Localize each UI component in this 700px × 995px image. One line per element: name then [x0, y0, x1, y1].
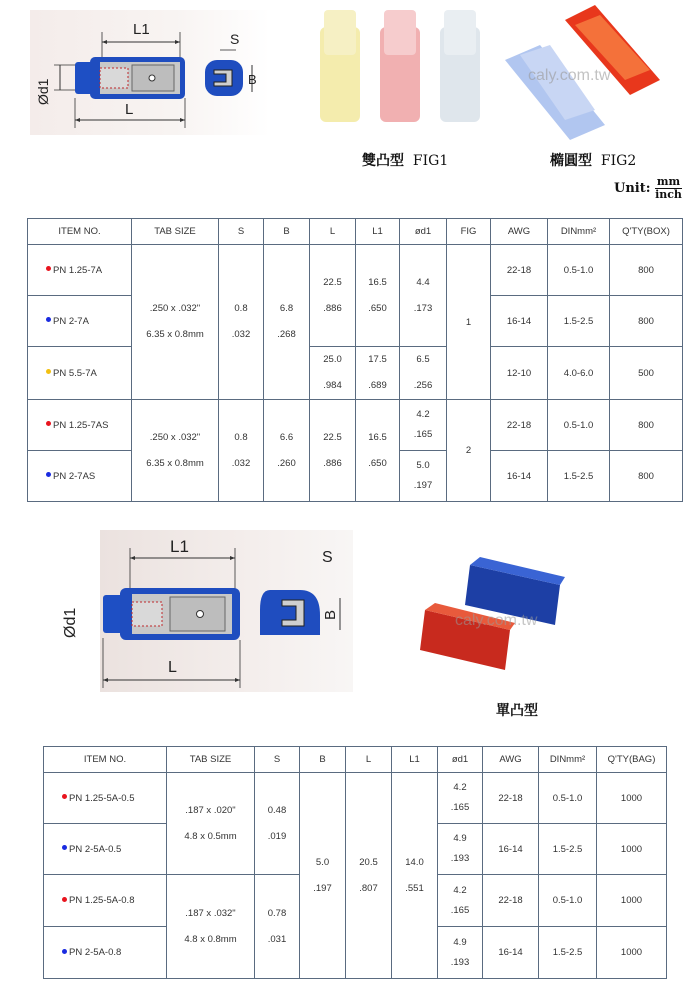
d1-mm: 4.9 — [453, 936, 467, 948]
product-photo-single — [410, 545, 580, 680]
l1-inch: .551 — [405, 882, 424, 894]
terminal-diagram-drawing-2 — [62, 530, 353, 692]
qty-cell: 800 — [610, 296, 683, 347]
l-cell — [310, 347, 356, 400]
s-mm: 0.48 — [267, 804, 287, 816]
tab-size-cell — [167, 773, 255, 875]
t1-hdr-tab: TAB SIZE — [132, 219, 219, 245]
item-number: PN 1.25-5A-0.5 — [69, 792, 135, 804]
product-photo-fig2 — [500, 5, 670, 145]
l-inch: .886 — [323, 457, 342, 469]
item-number: PN 2-7AS — [53, 470, 96, 482]
tab-size-cell — [132, 245, 219, 400]
d1-mm: 4.2 — [453, 884, 467, 896]
caption-fig2-chinese: 橢圓型 — [550, 153, 592, 169]
item-cell — [28, 400, 132, 451]
item-cell — [44, 875, 167, 927]
s-inch: .019 — [267, 830, 287, 842]
fig-cell: 2 — [447, 400, 491, 502]
din-cell: 0.5-1.0 — [539, 875, 597, 927]
t2-hdr-s: S — [255, 747, 300, 773]
label-b: B — [248, 72, 257, 87]
d1-mm: 4.2 — [416, 409, 430, 420]
s-inch: .032 — [231, 329, 251, 340]
t1-hdr-s: S — [219, 219, 264, 245]
t1-hdr-awg: AWG — [491, 219, 548, 245]
din-cell: 0.5-1.0 — [548, 245, 610, 296]
s-mm: 0.8 — [234, 431, 248, 443]
b-cell — [264, 400, 310, 502]
din-cell: 0.5-1.0 — [548, 400, 610, 451]
l-inch: .886 — [323, 302, 342, 314]
b-inch: .260 — [277, 457, 296, 469]
d1-mm: 4.9 — [453, 833, 467, 844]
d1-inch: .165 — [413, 429, 433, 440]
s-cell — [255, 875, 300, 979]
label-b-2: B — [322, 609, 339, 620]
din-cell: 4.0-6.0 — [548, 347, 610, 400]
qty-cell: 500 — [610, 347, 683, 400]
s-mm: 0.8 — [234, 303, 248, 314]
unit-legend — [614, 176, 682, 201]
awg-cell: 16-14 — [483, 824, 539, 875]
b-inch: .197 — [313, 882, 332, 894]
item-number: PN 1.25-5A-0.8 — [69, 895, 135, 906]
d1-cell — [438, 927, 483, 979]
d1-cell — [438, 875, 483, 927]
tab-size-cell — [132, 400, 219, 502]
qty-cell: 1000 — [597, 927, 667, 979]
qty-cell: 800 — [610, 400, 683, 451]
table1-header-row — [28, 219, 683, 245]
caption-single — [496, 700, 538, 720]
table-row — [44, 773, 667, 824]
unit-fraction — [655, 176, 682, 201]
label-l-2: L — [168, 659, 177, 676]
label-s: S — [230, 31, 240, 47]
d1-inch: .193 — [450, 956, 470, 968]
d1-cell — [400, 400, 447, 451]
label-d1: Ød1 — [35, 78, 51, 105]
tab-size-cell — [167, 875, 255, 979]
tab-inch: .187 x .032" — [185, 907, 236, 919]
din-cell: 1.5-2.5 — [548, 451, 610, 502]
awg-cell: 12-10 — [491, 347, 548, 400]
item-cell — [28, 451, 132, 502]
awg-cell: 22-18 — [491, 400, 548, 451]
l-cell — [310, 245, 356, 347]
tab-mm: 6.35 x 0.8mm — [146, 457, 204, 469]
color-dot — [46, 369, 51, 374]
tab-inch: .250 x .032" — [149, 303, 201, 314]
caption-fig2-label: FIG2 — [600, 153, 637, 169]
d1-mm: 4.4 — [416, 276, 430, 288]
table2-header-row — [44, 747, 667, 773]
qty-cell: 800 — [610, 245, 683, 296]
l1-mm: 16.5 — [368, 276, 387, 288]
din-cell: 1.5-2.5 — [539, 824, 597, 875]
l-mm: 22.5 — [323, 276, 342, 288]
unit-numerator: mm — [656, 175, 681, 188]
table-row — [28, 347, 683, 400]
terminal-dimension-diagram-single — [62, 530, 353, 692]
tab-inch: .250 x .032" — [149, 431, 201, 443]
fig-cell: 1 — [447, 245, 491, 400]
item-number: PN 1.25-7AS — [53, 419, 109, 431]
label-l1: L1 — [133, 21, 150, 38]
awg-cell: 22-18 — [491, 245, 548, 296]
t1-hdr-l1: L1 — [356, 219, 400, 245]
color-dot — [62, 794, 67, 799]
item-cell — [28, 245, 132, 296]
d1-cell — [400, 245, 447, 347]
l1-inch: .650 — [368, 302, 387, 314]
s-inch: .031 — [267, 933, 287, 945]
d1-cell — [438, 773, 483, 824]
label-s-2: S — [322, 549, 333, 566]
d1-inch: .197 — [413, 480, 433, 491]
l-inch: .807 — [359, 882, 378, 894]
b-inch: .268 — [277, 329, 296, 340]
t2-hdr-din: DINmm² — [539, 747, 597, 773]
tab-mm: 4.8 x 0.8mm — [184, 933, 237, 945]
t1-hdr-fig: FIG — [447, 219, 491, 245]
qty-cell: 1000 — [597, 875, 667, 927]
d1-mm: 5.0 — [416, 460, 430, 471]
caption-fig1-chinese: 雙凸型 — [362, 153, 404, 169]
awg-cell: 22-18 — [483, 773, 539, 824]
t2-hdr-tab: TAB SIZE — [167, 747, 255, 773]
s-cell — [255, 773, 300, 875]
label-d1-2: Ød1 — [62, 607, 79, 638]
item-number: PN 2-5A-0.5 — [69, 843, 122, 855]
label-l: L — [125, 101, 134, 118]
caption-fig1 — [362, 150, 448, 170]
awg-cell: 22-18 — [483, 875, 539, 927]
b-cell — [300, 773, 346, 979]
tab-mm: 4.8 x 0.5mm — [184, 830, 237, 842]
item-cell — [28, 347, 132, 400]
l1-inch: .689 — [368, 380, 387, 391]
item-cell — [44, 773, 167, 824]
t2-hdr-awg: AWG — [483, 747, 539, 773]
caption-fig1-label: FIG1 — [412, 153, 449, 169]
l-inch: .984 — [323, 380, 342, 391]
b-mm: 5.0 — [315, 856, 330, 868]
l-cell — [346, 773, 392, 979]
t1-hdr-item: ITEM NO. — [28, 219, 132, 245]
t2-hdr-l1: L1 — [392, 747, 438, 773]
l1-mm: 14.0 — [405, 856, 424, 868]
t2-hdr-d1: ød1 — [438, 747, 483, 773]
terminal-diagram-drawing — [30, 10, 270, 135]
label-l1-2: L1 — [170, 537, 189, 556]
t2-hdr-qty: Q'TY(BAG) — [597, 747, 667, 773]
caption-single-chinese: 單凸型 — [496, 703, 538, 719]
table-row — [28, 245, 683, 296]
s-inch: .032 — [231, 457, 251, 469]
l-mm: 22.5 — [323, 431, 342, 443]
b-cell — [264, 245, 310, 400]
t2-hdr-item: ITEM NO. — [44, 747, 167, 773]
color-dot — [62, 949, 67, 954]
qty-cell: 800 — [610, 451, 683, 502]
tab-inch: .187 x .020" — [185, 804, 236, 816]
s-cell — [219, 245, 264, 400]
qty-cell: 1000 — [597, 773, 667, 824]
l1-cell — [392, 773, 438, 979]
t2-hdr-l: L — [346, 747, 392, 773]
din-cell: 1.5-2.5 — [539, 927, 597, 979]
tab-mm: 6.35 x 0.8mm — [146, 329, 204, 340]
b-mm: 6.6 — [279, 431, 294, 443]
l1-cell — [356, 347, 400, 400]
s-cell — [219, 400, 264, 502]
color-dot — [46, 472, 51, 477]
b-mm: 6.8 — [279, 303, 294, 314]
l1-inch: .650 — [368, 457, 387, 469]
t1-hdr-b: B — [264, 219, 310, 245]
unit-label: Unit: — [614, 181, 651, 196]
din-cell: 0.5-1.0 — [539, 773, 597, 824]
color-dot — [46, 266, 51, 271]
t1-hdr-d1: ød1 — [400, 219, 447, 245]
color-dot — [46, 421, 51, 426]
item-number: PN 2-5A-0.8 — [69, 947, 122, 958]
t1-hdr-l: L — [310, 219, 356, 245]
color-dot — [62, 897, 67, 902]
spec-table-double-convex — [27, 218, 683, 502]
d1-inch: .173 — [413, 302, 433, 314]
l1-mm: 16.5 — [368, 431, 387, 443]
watermark-bottom: caly.com.tw — [455, 612, 538, 629]
unit-denominator: inch — [655, 188, 682, 201]
item-number: PN 5.5-7A — [53, 367, 97, 379]
d1-mm: 6.5 — [416, 354, 430, 365]
item-cell — [28, 296, 132, 347]
t1-hdr-din: DINmm² — [548, 219, 610, 245]
awg-cell: 16-14 — [491, 296, 548, 347]
l-cell — [310, 400, 356, 502]
color-dot — [46, 317, 51, 322]
d1-cell — [400, 347, 447, 400]
watermark-top: caly.com.tw — [528, 67, 611, 84]
item-cell — [44, 927, 167, 979]
din-cell: 1.5-2.5 — [548, 296, 610, 347]
t1-hdr-qty: Q'TY(BOX) — [610, 219, 683, 245]
item-cell — [44, 824, 167, 875]
awg-cell: 16-14 — [483, 927, 539, 979]
l1-cell — [356, 245, 400, 347]
d1-inch: .165 — [450, 802, 470, 813]
d1-cell — [438, 824, 483, 875]
spec-table-single-convex — [43, 746, 667, 979]
l1-mm: 17.5 — [368, 354, 387, 365]
color-dot — [62, 845, 67, 850]
qty-cell: 1000 — [597, 824, 667, 875]
product-photo-fig1 — [308, 5, 503, 150]
d1-cell — [400, 451, 447, 502]
d1-inch: .256 — [413, 380, 433, 391]
caption-fig2 — [550, 150, 636, 170]
terminal-dimension-diagram-fig1 — [30, 10, 270, 135]
t2-hdr-b: B — [300, 747, 346, 773]
l-mm: 20.5 — [359, 856, 378, 868]
table-row — [28, 400, 683, 451]
l1-cell — [356, 400, 400, 502]
l-mm: 25.0 — [323, 354, 342, 365]
d1-inch: .165 — [450, 904, 470, 916]
item-number: PN 2-7A — [53, 315, 89, 327]
item-number: PN 1.25-7A — [53, 264, 103, 276]
d1-mm: 4.2 — [453, 782, 467, 793]
s-mm: 0.78 — [267, 907, 287, 919]
awg-cell: 16-14 — [491, 451, 548, 502]
d1-inch: .193 — [450, 853, 470, 864]
